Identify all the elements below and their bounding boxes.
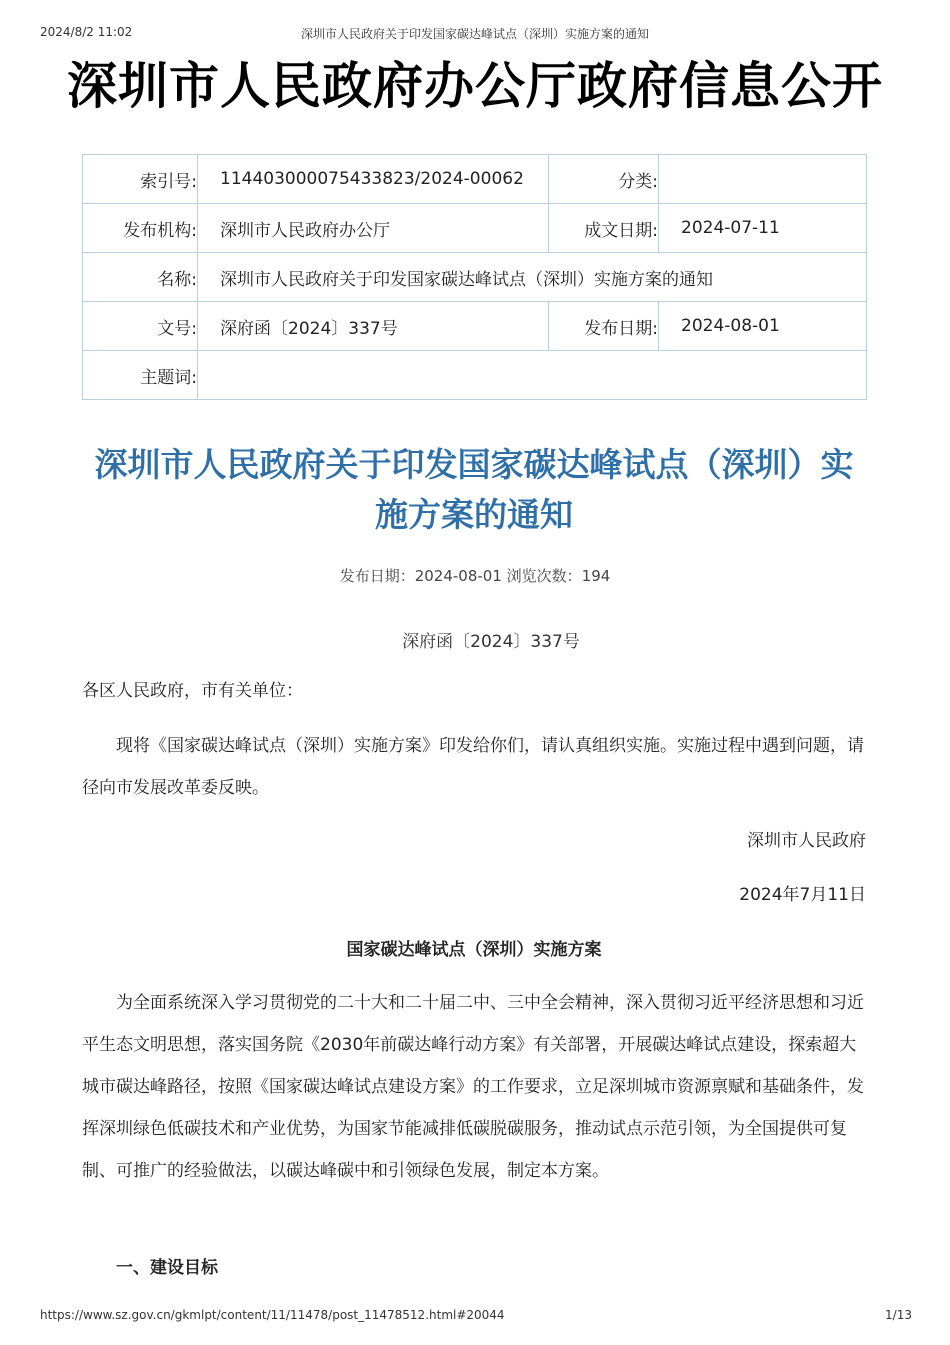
meta-row-index: [83, 155, 867, 204]
doc-number-value: 深府函〔2024〕337号: [198, 302, 549, 351]
publisher-label: 发布机构:: [83, 204, 198, 253]
name-value: 深圳市人民政府关于印发国家碳达峰试点（深圳）实施方案的通知: [198, 253, 867, 302]
keywords-value: [198, 351, 867, 400]
index-value: 114403000075433823/2024-00062: [198, 155, 549, 204]
created-date-label: 成文日期:: [549, 204, 659, 253]
category-value: [659, 155, 867, 204]
metadata-table: [82, 154, 867, 400]
index-label: 索引号:: [83, 155, 198, 204]
publisher-value: 深圳市人民政府办公厅: [198, 204, 549, 253]
category-label: 分类:: [549, 155, 659, 204]
print-header: [0, 0, 950, 40]
print-page-title: 深圳市人民政府关于印发国家碳达峰试点（深圳）实施方案的通知: [300, 27, 649, 41]
sign-date: 2024年7月11日: [739, 885, 866, 905]
footer-url: https://www.sz.gov.cn/gkmlpt/content/11/11478/post_11478512.html#20044: [40, 1308, 505, 1322]
footer-page-number: 1/13: [885, 1308, 912, 1322]
publish-date-label: 发布日期:: [549, 302, 659, 351]
intro-paragraph: 现将《国家碳达峰试点（深圳）实施方案》印发给你们，请认真组织实施。实施过程中遇到问题，请径向市发展改革委反映。: [82, 736, 864, 798]
plan-paragraph: 为全面系统深入学习贯彻党的二十大和二十届二中、三中全会精神，深入贯彻习近平经济思想和习近平生态文明思想，落实国务院《2030年前碳达峰行动方案》有关部署，开展碳达峰试点建设，探索超大城市碳达峰路径，按照《国家碳达峰试点建设方案》的工作要求，立足深圳城市资源禀赋和基础条件，发挥深圳绿色低碳技术和产业优势，为国家节能减排低碳脱碳服务，推动试点示范引领，为全国提供可复制、可推广的经验做法，以碳达峰碳中和引领绿色发展，制定本方案。: [82, 993, 864, 1181]
document-number: 深府函〔2024〕337号: [402, 632, 580, 652]
publish-date-value: 2024-08-01: [659, 302, 867, 351]
meta-row-publisher: [83, 204, 867, 253]
publish-info: 发布日期：2024-08-01 浏览次数：194: [339, 567, 611, 585]
name-label: 名称:: [83, 253, 198, 302]
meta-row-docno: [83, 302, 867, 351]
document-title: 深圳市人民政府关于印发国家碳达峰试点（深圳）实施方案的通知: [94, 445, 854, 534]
meta-row-name: [83, 253, 867, 302]
doc-number-label: 文号:: [83, 302, 198, 351]
salutation: 各区人民政府，市有关单位：: [82, 681, 303, 701]
meta-row-keywords: [83, 351, 867, 400]
print-timestamp: 2024/8/2 11:02: [40, 25, 133, 39]
created-date-value: 2024-07-11: [659, 204, 867, 253]
section-heading: 一、建设目标: [116, 1258, 218, 1278]
signature: 深圳市人民政府: [747, 831, 866, 851]
keywords-label: 主题词:: [83, 351, 198, 400]
site-title: 深圳市人民政府办公厅政府信息公开: [67, 57, 883, 115]
plan-title: 国家碳达峰试点（深圳）实施方案: [346, 940, 602, 960]
